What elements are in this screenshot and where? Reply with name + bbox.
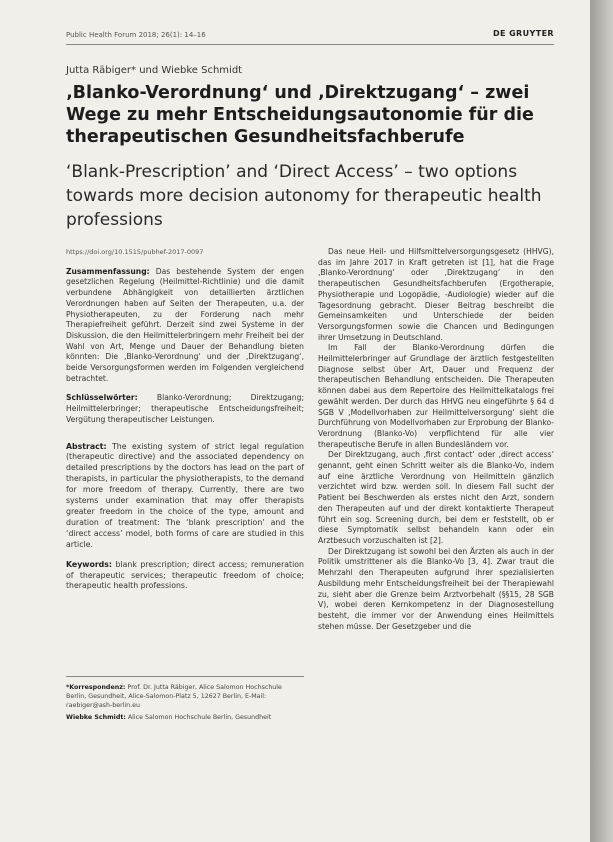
publisher-logo: DE GRUYTER: [493, 29, 554, 38]
right-column: [318, 247, 554, 632]
title-english: ‘Blank-Prescription’ and ‘Direct Access’ – two options towards more decision autonomy for therapeutic health professions: [66, 162, 542, 230]
body-paragraph-1: Das neue Heil- und Hilfsmittelversorgungsgesetz (HHVG), das im Jahre 2017 in Kraft getreten ist [1], hat die Frage ‚Blanko-Verordnung‘ oder ‚Direktzugang‘ in den therapeutischen Gesundheitsfachberufen (Ergotherapie, Physiotherapie und Logopädie, -Audiologie) wieder auf die Tagesordnung gebracht. Dieser Beitrag beschreibt die Gemeinsamkeiten und Unterschiede der beiden Versorgungsformen sowie die Chancen und Bedingungen ihrer Umsetzung in Deutschland.: [318, 247, 554, 342]
abstract-english-label: Abstract:: [66, 441, 107, 451]
page-binding-edge: [590, 0, 613, 842]
keywords-german: [66, 393, 304, 425]
body-paragraph-3: Der Direktzugang, auch ‚first contact‘ oder ‚direct access‘ genannt, geht einen Schritt weiter als die Blanko-Vo, indem auf eine ärztliche Verordnung von Heilmitteln gänzlich verzichtet wird bzw. werden soll. In diesem Fall sucht der Patient bei Beschwerden als erstes nicht den Arzt, sondern den Therapeuten auf und der direkt kontaktierte Therapeut führt ein sog. Screening durch, bei dem er feststellt, ob er diese Symptomatik selbst behandeln kann oder ein Arztbesuch vorzuschalten ist [2].: [318, 450, 554, 545]
summary-german-label: Zusammenfassung:: [66, 266, 150, 276]
keywords-english: [66, 560, 304, 593]
footnote-corresponding-text: Prof. Dr. Jutta Räbiger, Alice Salomon Hochschule Berlin, Gesundheit, Alice-Salomon-Platz 5, 12627 Berlin, E-Mail: raebiger@ash-berlin.eu: [66, 684, 282, 709]
doi-link[interactable]: https://doi.org/10.1515/pubhef-2017-0097: [66, 248, 204, 256]
keywords-german-label: Schlüsselwörter:: [66, 393, 138, 403]
footnote-second-text: Alice Salomon Hochschule Berlin, Gesundheit: [125, 714, 272, 721]
footnote-second-label: Wiebke Schmidt:: [66, 714, 126, 721]
summary-german: [66, 267, 304, 385]
abstract-english: [66, 442, 304, 551]
title-german: ‚Blanko-Verordnung‘ und ‚Direktzugang‘ – zwei Wege zu mehr Entscheidungsautonomie für die therapeutischen Gesundheitsfachberufe: [66, 83, 534, 147]
left-column: [66, 247, 304, 601]
body-paragraph-4: Der Direktzugang ist sowohl bei den Ärzten als auch in der Politik umstrittener als die Blanko-Vo [3, 4]. Zwar traut die Mehrzahl den Therapeuten aufgrund ihrer spezialisierten Ausbildung mehr Entscheidungsfreiheit bei der Therapiewahl zu, sieht aber die Grenze beim Arztvorbehalt (§§15, 28 SGB V), wobei deren Kernkompetenz in der Diagnosestellung besteht, die immer vor der Anwendung eines Heilmittels stehen müsse. Der Gesetzgeber und die: [318, 546, 554, 631]
journal-citation: Public Health Forum 2018; 26(1): 14–16: [66, 31, 206, 39]
author-footnote: [66, 676, 304, 725]
keywords-german-text: Blanko-Verordnung; Direktzugang; Heilmittelerbringer; therapeutische Entscheidungsfreiheit; Vergütung therapeutischer Leistungen.: [66, 393, 304, 424]
footnote-corresponding-label: *Korrespondenz:: [66, 684, 126, 691]
summary-german-text: Das bestehende System der engen gesetzlichen Regelung (Heilmittel-Richtlinie) und die damit verbundene Abhängigkeit von detaillierten ärztlichen Verordnungen haben auf Seiten der Therapeuten, u.a. der Physiotherapeuten, zu der Forderung nach mehr Therapiefreiheit geführt. Derzeit sind zwei Systeme in der Diskussion, die den Heilmittelerbringern mehr Freiheit bei der Wahl von Art, Menge und Dauer der Behandlung bieten könnten: Die ‚Blanko-Verordnung‘ und der ‚Direktzugang‘, beide Versorgungsformen werden im Folgenden vergleichend betrachtet.: [66, 266, 304, 383]
author-line: Jutta Räbiger* und Wiebke Schmidt: [66, 65, 243, 76]
keywords-english-text: blank prescription; direct access; remuneration of therapeutic services; therapeutic freedom of choice; therapeutic health professions.: [66, 559, 304, 591]
footnote-corresponding: [66, 683, 304, 710]
abstract-english-text: The existing system of strict legal regulation (therapeutic directive) and the associated dependency on detailed prescriptions by the doctors has lead on the part of therapists, in particular the physiotherapists, to the demand for more freedom of therapy. Currently, there are two systems under examination that may offer therapists greater freedom in the choice of the type, amount and duration of treatment: The ‘blank prescription’ and the ‘direct access’ model, both forms of care are studied in this article.: [66, 441, 304, 549]
body-paragraph-2: Im Fall der Blanko-Verordnung dürfen die Heilmittelerbringer auf Grundlage der ärztlich festgestellten Diagnose selbst über Art, Dauer und Frequenz der therapeutischen Behandlung entscheiden. Die Therapeuten können dabei aus dem Repertoire des Heilmittelkatalogs frei gewählt werden. Der durch das HHVG neu eingeführte § 64 d SGB V ‚Modellvorhaben zur Heilmittelversorgung‘ sieht die Durchführung von Modellvorhaben zur Erprobung der Blanko-Verordnung (Blanko-Vo) verpflichtend für alle vier therapeutische Berufe in allen Bundesländern vor.: [318, 343, 554, 449]
footnote-second-author: [66, 713, 304, 722]
page-header: [66, 26, 554, 45]
keywords-english-label: Keywords:: [66, 559, 113, 569]
